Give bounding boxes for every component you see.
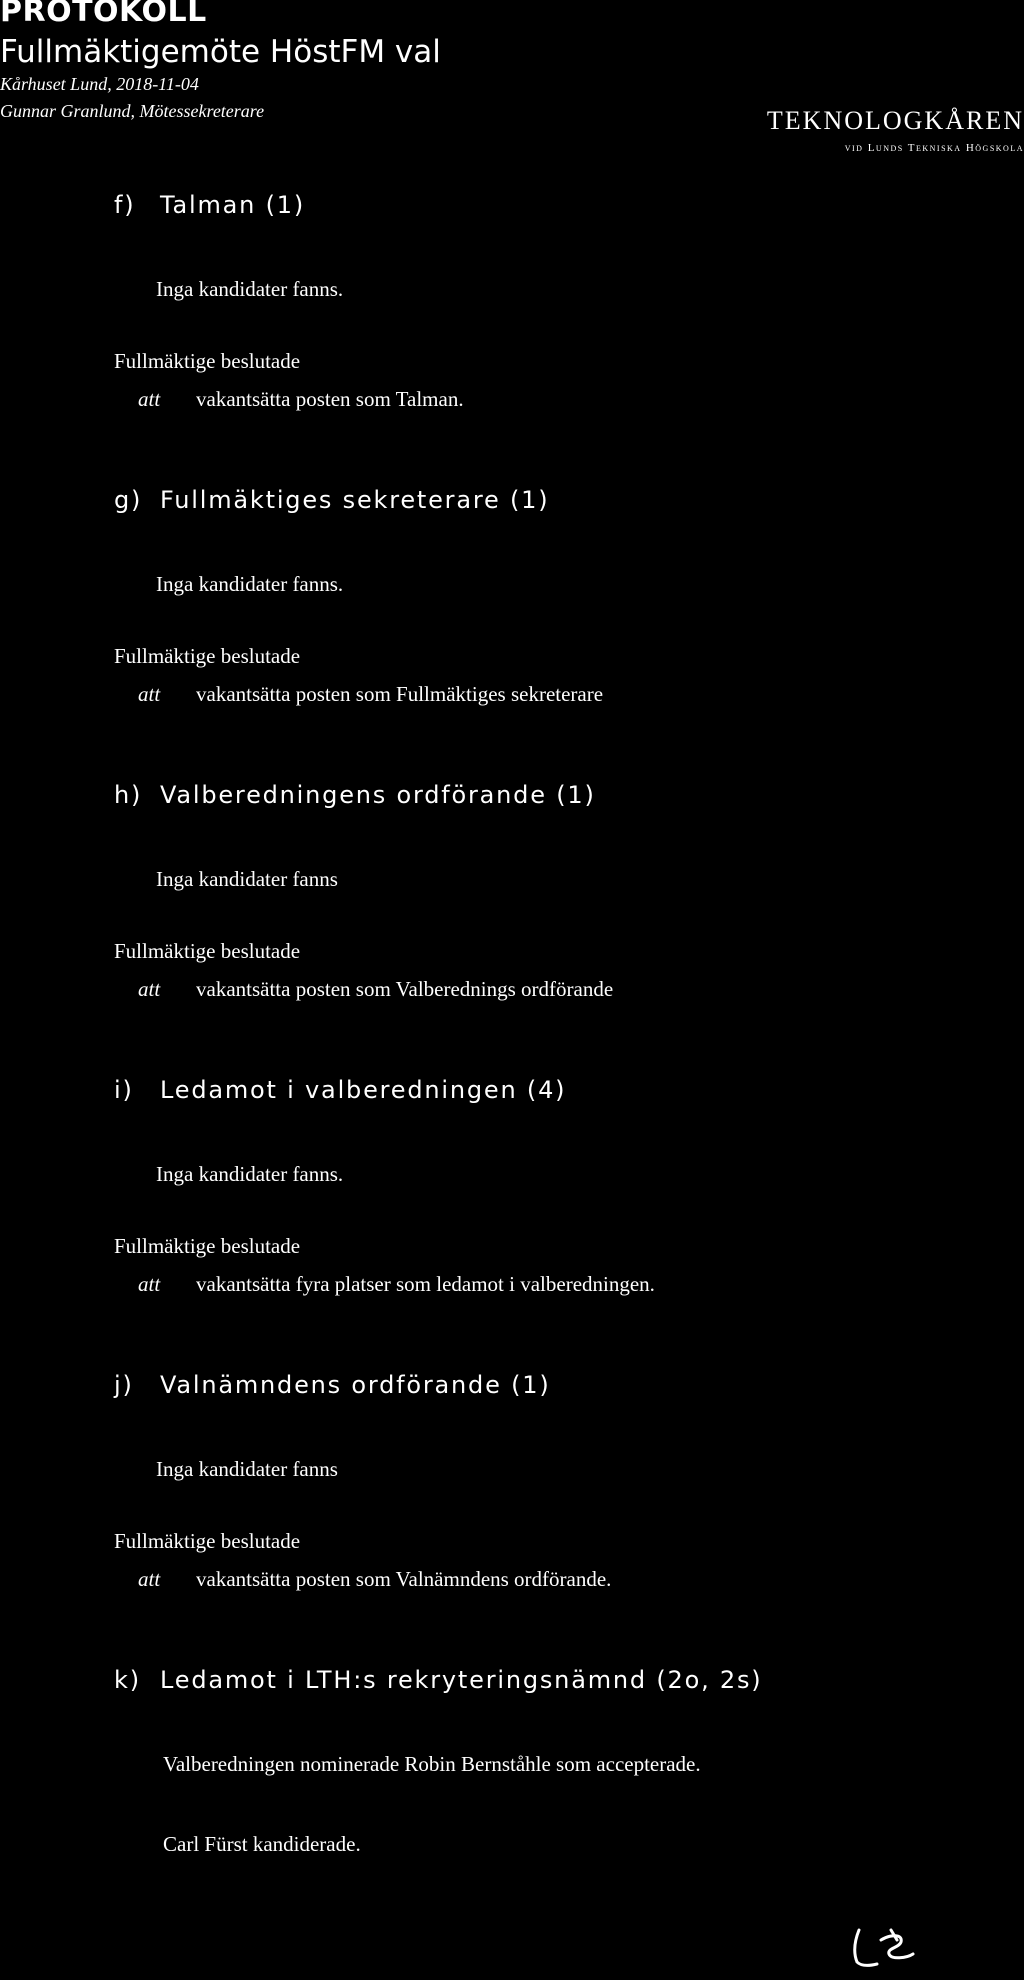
resolution bbox=[138, 977, 613, 1002]
att-label: att bbox=[138, 682, 161, 706]
decision-text: Fullmäktige beslutade bbox=[114, 644, 301, 668]
section-letter: j) bbox=[114, 1371, 134, 1399]
section-letter: g) bbox=[114, 486, 143, 514]
section-letter: h) bbox=[114, 781, 143, 809]
att-label: att bbox=[138, 1567, 161, 1591]
decision-text: Fullmäktige beslutade bbox=[114, 1234, 301, 1258]
section-title: Fullmäktiges sekreterare (1) bbox=[160, 486, 550, 514]
candidacy-text: Carl Fürst kandiderade. bbox=[163, 1832, 361, 1856]
document-title: PROTOKOLL bbox=[0, 0, 207, 29]
resolution-text: vakantsätta posten som Fullmäktiges sekreterare bbox=[196, 682, 604, 706]
section-title: Ledamot i LTH:s rekryteringsnämnd (2o, 2s) bbox=[160, 1666, 763, 1694]
resolution-text: vakantsätta posten som Valnämndens ordförande. bbox=[196, 1567, 612, 1591]
section-heading bbox=[114, 1371, 551, 1399]
decision-text: Fullmäktige beslutade bbox=[114, 1529, 301, 1553]
resolution bbox=[138, 682, 603, 707]
section-letter: k) bbox=[114, 1666, 141, 1694]
candidate-status: Inga kandidater fanns. bbox=[156, 277, 344, 301]
handwritten-initials-icon bbox=[851, 1926, 923, 1970]
candidate-status: Inga kandidater fanns. bbox=[156, 1162, 344, 1186]
section-title: Valberedningens ordförande (1) bbox=[160, 781, 596, 809]
decision-text: Fullmäktige beslutade bbox=[114, 349, 301, 373]
resolution bbox=[138, 387, 464, 412]
section-title: Valnämndens ordförande (1) bbox=[160, 1371, 551, 1399]
section-heading bbox=[114, 1076, 566, 1104]
nomination-text: Valberedningen nominerade Robin Bernståhle som accepterade. bbox=[163, 1752, 701, 1776]
resolution bbox=[138, 1567, 611, 1592]
decision-text: Fullmäktige beslutade bbox=[114, 939, 301, 963]
organization-name: TEKNOLOGKÅREN bbox=[766, 106, 1024, 135]
meeting-secretary: Gunnar Granlund, Mötessekreterare bbox=[0, 101, 265, 121]
organization-subname: vid Lunds Tekniska Högskola bbox=[844, 142, 1024, 154]
section-heading bbox=[114, 191, 305, 219]
section-heading bbox=[114, 1666, 762, 1694]
att-label: att bbox=[138, 1272, 161, 1296]
resolution-text: vakantsätta fyra platser som ledamot i valberedningen. bbox=[196, 1272, 655, 1296]
candidate-status: Inga kandidater fanns bbox=[156, 1457, 338, 1481]
section-title: Ledamot i valberedningen (4) bbox=[160, 1076, 567, 1104]
resolution-text: vakantsätta posten som Valberednings ordförande bbox=[196, 977, 614, 1001]
section-heading bbox=[114, 486, 549, 514]
candidate-status: Inga kandidater fanns. bbox=[156, 572, 344, 596]
section-title: Talman (1) bbox=[160, 191, 305, 219]
att-label: att bbox=[138, 977, 161, 1001]
meeting-title: Fullmäktigemöte HöstFM val bbox=[0, 34, 441, 70]
resolution bbox=[138, 1272, 655, 1297]
candidate-status: Inga kandidater fanns bbox=[156, 867, 338, 891]
att-label: att bbox=[138, 387, 161, 411]
section-heading bbox=[114, 781, 596, 809]
resolution-text: vakantsätta posten som Talman. bbox=[196, 387, 464, 411]
meeting-location-date: Kårhuset Lund, 2018-11-04 bbox=[0, 74, 199, 94]
section-letter: f) bbox=[114, 191, 136, 219]
section-letter: i) bbox=[114, 1076, 134, 1104]
